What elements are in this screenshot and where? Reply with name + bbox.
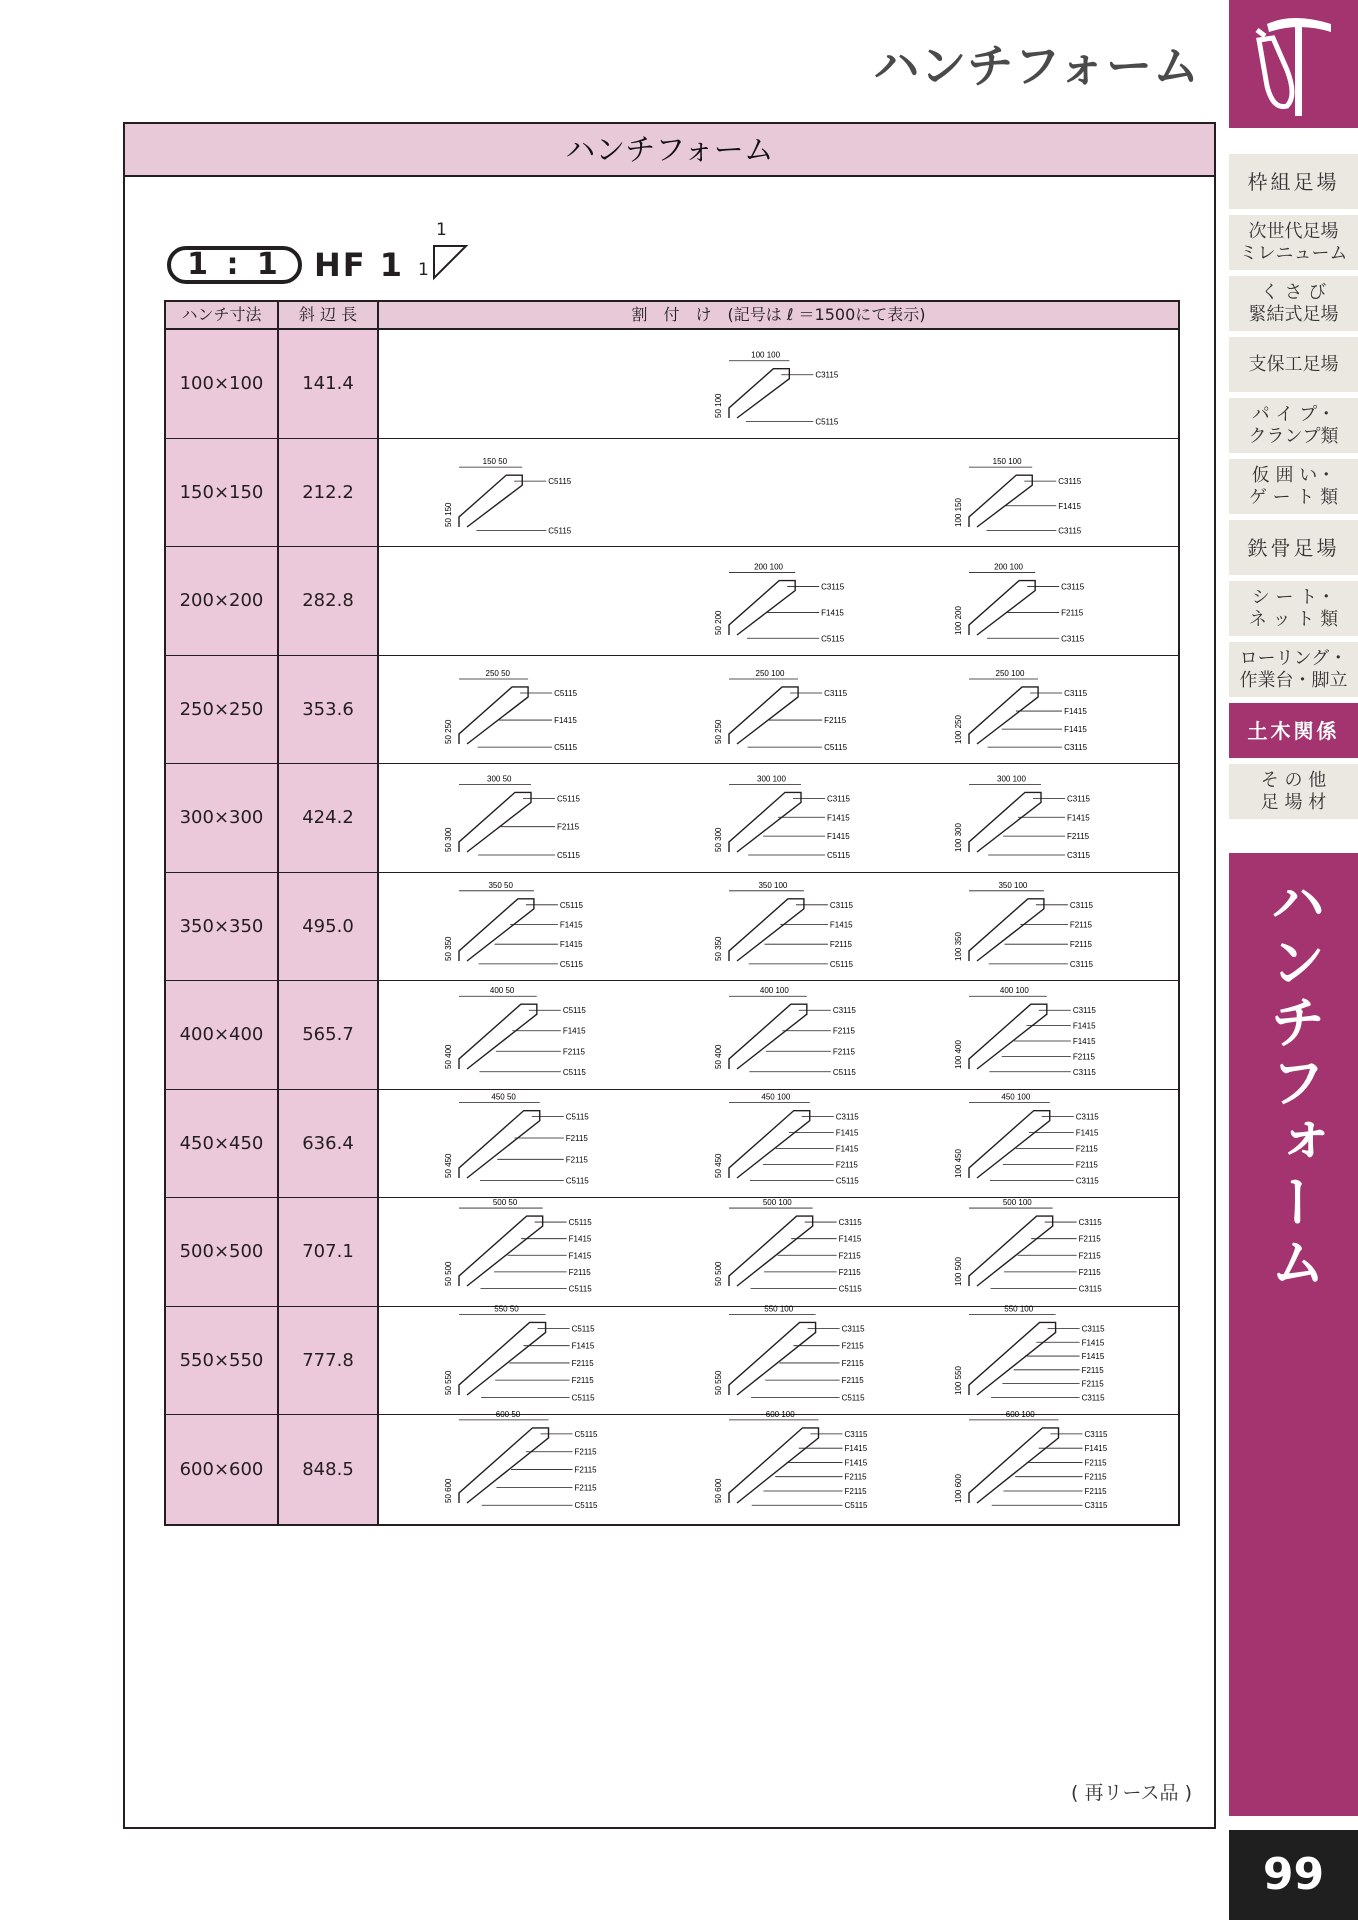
side-dimension-label: 50 250 bbox=[714, 719, 723, 744]
table-row bbox=[166, 1409, 1178, 1524]
slope-length-cell: 777.8 bbox=[279, 1307, 379, 1415]
part-code-label: F1415 bbox=[554, 715, 577, 725]
table-header bbox=[166, 302, 1178, 330]
top-dimension-label: 350 50 bbox=[488, 880, 513, 890]
part-code-label: F1415 bbox=[1058, 501, 1081, 511]
top-dimension-label: 200 100 bbox=[754, 562, 784, 572]
part-code-label: C5115 bbox=[832, 1067, 856, 1077]
table-row bbox=[166, 656, 1178, 765]
top-dimension-label: 450 100 bbox=[761, 1092, 791, 1102]
side-dimension-label: 100 250 bbox=[954, 714, 963, 744]
section-tab-label: ハンチフォーム bbox=[1261, 873, 1326, 1293]
layout-cell bbox=[379, 330, 1178, 438]
side-dimension-label: 100 200 bbox=[954, 606, 963, 635]
hunch-size-cell: 250×250 bbox=[166, 656, 279, 764]
table-row bbox=[166, 1303, 1178, 1416]
part-code-label: C3115 bbox=[835, 1112, 859, 1122]
sidebar-item-4[interactable]: パ イ プ・ クランプ類 bbox=[1229, 398, 1358, 453]
side-dimension-label: 50 350 bbox=[714, 936, 723, 961]
part-code-label: C5115 bbox=[574, 1501, 598, 1511]
layout-cell bbox=[379, 764, 1178, 872]
hunch-size-cell: 100×100 bbox=[166, 330, 279, 438]
hunch-size-cell: 550×550 bbox=[166, 1307, 279, 1415]
slope-length-cell: 636.4 bbox=[279, 1090, 379, 1198]
part-code-label: F1415 bbox=[1064, 724, 1087, 734]
part-code-label: C5115 bbox=[835, 1176, 859, 1186]
part-code-label: F1415 bbox=[571, 1341, 595, 1351]
footnote: ( 再リース品 ) bbox=[1071, 1782, 1192, 1804]
part-code-label: C3115 bbox=[1069, 900, 1093, 910]
table-body bbox=[166, 330, 1178, 1524]
part-code-label: F2115 bbox=[832, 1026, 855, 1036]
top-dimension-label: 350 100 bbox=[998, 880, 1028, 890]
sidebar-item-0[interactable]: 枠組足場 bbox=[1229, 154, 1358, 209]
layout-drawings bbox=[379, 1198, 1174, 1306]
side-dimension-label: 50 450 bbox=[444, 1153, 453, 1178]
sidebar-item-1[interactable]: 次世代足場 ミレニューム bbox=[1229, 215, 1358, 270]
side-dimension-label: 50 400 bbox=[444, 1044, 453, 1069]
part-code-label: F1415 bbox=[829, 920, 853, 930]
layout-diagram bbox=[444, 1092, 589, 1185]
side-dimension-label: 50 600 bbox=[444, 1478, 453, 1503]
sidebar-item-5[interactable]: 仮 囲 い・ ゲ ー ト 類 bbox=[1229, 459, 1358, 514]
part-code-label: F2115 bbox=[1069, 920, 1093, 930]
part-code-label: C5115 bbox=[824, 742, 848, 752]
side-dimension-label: 50 300 bbox=[444, 827, 453, 852]
layout-diagram bbox=[714, 774, 851, 860]
side-dimension-label: 50 550 bbox=[444, 1370, 453, 1395]
part-code-label: F1415 bbox=[835, 1144, 859, 1154]
layout-cell bbox=[379, 439, 1178, 547]
page-title: ハンチフォーム bbox=[873, 39, 1200, 93]
part-code-label: C3115 bbox=[1075, 1112, 1099, 1122]
part-code-label: C5115 bbox=[571, 1392, 595, 1402]
part-code-label: C3115 bbox=[1081, 1392, 1105, 1402]
part-code-label: F2115 bbox=[1081, 1365, 1104, 1375]
top-dimension-label: 550 100 bbox=[1004, 1303, 1034, 1313]
layout-drawings bbox=[379, 1090, 1174, 1198]
part-code-label: F2115 bbox=[1078, 1234, 1101, 1244]
layout-diagram bbox=[714, 1410, 868, 1510]
top-dimension-label: 300 50 bbox=[487, 774, 512, 784]
part-code-label: C5115 bbox=[827, 851, 850, 861]
part-code-label: F2115 bbox=[574, 1465, 597, 1475]
part-code-label: C3115 bbox=[832, 1006, 856, 1016]
part-code-label: C5115 bbox=[548, 476, 572, 486]
side-dimension-label: 50 450 bbox=[714, 1153, 723, 1178]
part-code-label: C5115 bbox=[548, 525, 572, 535]
slope-length-cell: 282.8 bbox=[279, 547, 379, 655]
part-code-label: C3115 bbox=[1058, 476, 1082, 486]
part-code-label: F2115 bbox=[565, 1154, 588, 1164]
table-row bbox=[166, 764, 1178, 873]
side-dimension-label: 50 400 bbox=[714, 1044, 723, 1069]
part-code-label: C3115 bbox=[815, 370, 839, 380]
side-dimension-label: 50 600 bbox=[714, 1478, 723, 1503]
layout-cell bbox=[379, 1090, 1178, 1198]
part-code-label: C5115 bbox=[815, 417, 839, 427]
table-row bbox=[166, 1198, 1178, 1307]
top-dimension-label: 450 100 bbox=[1001, 1092, 1031, 1102]
ratio-row bbox=[167, 220, 470, 288]
layout-drawings bbox=[379, 873, 1174, 981]
part-code-label: C3115 bbox=[1075, 1176, 1099, 1186]
layout-drawings bbox=[379, 764, 1174, 872]
hunch-size-cell: 450×450 bbox=[166, 1090, 279, 1198]
part-code-label: F2115 bbox=[824, 715, 847, 725]
part-code-label: F1415 bbox=[1072, 1036, 1096, 1046]
part-code-label: C5115 bbox=[574, 1429, 598, 1439]
part-code-label: C5115 bbox=[562, 1067, 586, 1077]
part-code-label: F1415 bbox=[1064, 706, 1087, 716]
top-dimension-label: 300 100 bbox=[997, 774, 1026, 784]
part-code-label: F2115 bbox=[835, 1160, 858, 1170]
part-code-label: C3115 bbox=[838, 1218, 862, 1228]
part-code-label: F2115 bbox=[562, 1047, 585, 1057]
top-dimension-label: 500 100 bbox=[762, 1198, 792, 1208]
part-code-label: F1415 bbox=[1081, 1351, 1105, 1361]
layout-diagram bbox=[954, 668, 1088, 751]
part-code-label: C3115 bbox=[1061, 582, 1085, 592]
part-code-label: F1415 bbox=[1084, 1444, 1108, 1454]
part-code-label: C5115 bbox=[557, 851, 580, 861]
part-code-label: F2115 bbox=[574, 1447, 597, 1457]
top-dimension-label: 400 50 bbox=[489, 986, 515, 996]
part-code-label: C3115 bbox=[1069, 959, 1093, 969]
part-code-label: C3115 bbox=[841, 1323, 865, 1333]
part-code-label: F2115 bbox=[1075, 1144, 1098, 1154]
part-code-label: F1415 bbox=[559, 939, 583, 949]
layout-diagram bbox=[714, 1092, 859, 1185]
part-code-label: C3115 bbox=[1064, 688, 1088, 698]
layout-diagram bbox=[714, 986, 856, 1077]
sidebar-item-7[interactable]: シ ー ト・ ネ ッ ト 類 bbox=[1229, 581, 1358, 636]
part-code-label: F1415 bbox=[1081, 1337, 1105, 1347]
ratio-badge: 1 : 1 bbox=[167, 246, 302, 284]
slope-left-label: 1 bbox=[418, 260, 429, 280]
layout-diagram bbox=[714, 880, 853, 968]
side-dimension-label: 100 300 bbox=[954, 823, 963, 852]
layout-diagram bbox=[444, 774, 581, 860]
side-dimension-label: 50 300 bbox=[714, 827, 723, 852]
side-dimension-label: 50 200 bbox=[714, 610, 723, 635]
table-row bbox=[166, 439, 1178, 548]
hunch-size-cell: 300×300 bbox=[166, 764, 279, 872]
layout-diagram bbox=[444, 880, 583, 968]
top-dimension-label: 550 50 bbox=[494, 1303, 519, 1313]
part-code-label: F2115 bbox=[571, 1358, 594, 1368]
part-code-label: F1415 bbox=[1067, 813, 1090, 823]
pickaxe-shovel-icon bbox=[1247, 10, 1339, 118]
part-code-label: C5115 bbox=[829, 959, 853, 969]
part-code-label: C5115 bbox=[841, 1392, 865, 1402]
part-code-label: C5115 bbox=[568, 1218, 592, 1228]
part-code-label: F1415 bbox=[568, 1234, 592, 1244]
top-dimension-label: 300 100 bbox=[757, 774, 786, 784]
layout-diagram bbox=[444, 668, 578, 751]
part-code-label: F2115 bbox=[1081, 1379, 1104, 1389]
layout-diagram bbox=[444, 1410, 598, 1510]
sidebar-item-6[interactable]: 鉄骨足場 bbox=[1229, 520, 1358, 575]
table-row bbox=[166, 873, 1178, 982]
part-code-label: F2115 bbox=[841, 1341, 864, 1351]
part-code-label: F2115 bbox=[838, 1267, 861, 1277]
part-code-label: F2115 bbox=[841, 1358, 864, 1368]
header-layout: 割 付 け (記号は ℓ ＝1500にて表示) bbox=[631, 305, 926, 324]
part-code-label: F2115 bbox=[829, 939, 853, 949]
layout-diagram bbox=[714, 668, 848, 751]
layout-diagram bbox=[444, 1198, 592, 1293]
layout-diagram bbox=[714, 1198, 862, 1293]
part-code-label: C3115 bbox=[1067, 851, 1090, 861]
slope-length-cell: 495.0 bbox=[279, 873, 379, 981]
side-dimension-label: 50 350 bbox=[444, 936, 453, 961]
part-code-label: F2115 bbox=[844, 1472, 867, 1482]
layout-drawings bbox=[379, 330, 1174, 438]
part-code-label: F2115 bbox=[565, 1133, 588, 1143]
part-code-label: C3115 bbox=[1061, 634, 1085, 644]
part-code-label: C5115 bbox=[554, 742, 578, 752]
side-dimension-label: 100 150 bbox=[954, 497, 963, 527]
side-dimension-label: 100 550 bbox=[954, 1365, 963, 1395]
model-code: HF 1 bbox=[314, 246, 405, 284]
header-size: ハンチ寸法 bbox=[166, 302, 279, 328]
layout-diagram bbox=[954, 986, 1096, 1077]
layout-drawings bbox=[379, 1409, 1174, 1523]
part-code-label: F1415 bbox=[838, 1234, 862, 1244]
part-code-label: F1415 bbox=[562, 1026, 586, 1036]
part-code-label: C5115 bbox=[821, 634, 845, 644]
layout-cell bbox=[379, 981, 1178, 1089]
layout-cell bbox=[379, 656, 1178, 764]
part-code-label: C3115 bbox=[1084, 1501, 1108, 1511]
layout-drawings bbox=[379, 981, 1174, 1089]
sidebar-item-8[interactable]: ローリング・ 作業台・脚立 bbox=[1229, 642, 1358, 697]
table-row bbox=[166, 330, 1178, 439]
layout-cell bbox=[379, 1198, 1178, 1306]
side-dimension-label: 50 150 bbox=[444, 502, 453, 527]
part-code-label: F2115 bbox=[1084, 1472, 1107, 1482]
part-code-label: F2115 bbox=[1078, 1251, 1101, 1261]
part-code-label: F1415 bbox=[821, 608, 844, 618]
layout-diagram bbox=[954, 880, 1093, 968]
layout-cell bbox=[379, 1409, 1178, 1524]
top-dimension-label: 500 50 bbox=[492, 1198, 518, 1208]
top-dimension-label: 100 100 bbox=[751, 350, 781, 360]
layout-drawings bbox=[379, 656, 1174, 764]
part-code-label: F1415 bbox=[827, 832, 850, 842]
layout-cell bbox=[379, 547, 1178, 655]
part-code-label: C3115 bbox=[1064, 742, 1088, 752]
part-code-label: C3115 bbox=[1078, 1284, 1102, 1294]
part-code-label: F2115 bbox=[1084, 1486, 1107, 1496]
part-code-label: F2115 bbox=[1061, 608, 1084, 618]
layout-diagram bbox=[954, 457, 1082, 535]
table-row bbox=[166, 1090, 1178, 1199]
slope-length-cell: 848.5 bbox=[279, 1415, 379, 1524]
part-code-label: F2115 bbox=[568, 1267, 591, 1277]
logo-box bbox=[1229, 0, 1358, 128]
part-code-label: F2115 bbox=[557, 822, 580, 832]
side-dimension-label: 100 350 bbox=[954, 931, 963, 961]
content-frame bbox=[123, 122, 1216, 1829]
hunch-size-cell: 200×200 bbox=[166, 547, 279, 655]
part-code-label: F1415 bbox=[559, 920, 583, 930]
layout-diagram bbox=[954, 774, 1091, 860]
top-dimension-label: 450 50 bbox=[491, 1092, 516, 1102]
part-code-label: F2115 bbox=[1072, 1052, 1095, 1062]
part-code-label: C3115 bbox=[821, 582, 845, 592]
hunch-table bbox=[164, 300, 1180, 1526]
category-nav bbox=[1229, 154, 1358, 825]
side-dimension-label: 100 600 bbox=[954, 1474, 963, 1503]
side-dimension-label: 100 450 bbox=[954, 1148, 963, 1178]
part-code-label: C5115 bbox=[838, 1284, 862, 1294]
part-code-label: C5115 bbox=[565, 1176, 589, 1186]
top-dimension-label: 200 100 bbox=[994, 562, 1024, 572]
layout-diagram bbox=[444, 1304, 595, 1402]
page-number: 99 bbox=[1229, 1830, 1358, 1920]
hunch-size-cell: 500×500 bbox=[166, 1198, 279, 1306]
layout-diagram bbox=[954, 1198, 1102, 1293]
part-code-label: C3115 bbox=[824, 688, 848, 698]
part-code-label: C5115 bbox=[554, 688, 578, 698]
hunch-size-cell: 400×400 bbox=[166, 981, 279, 1089]
part-code-label: C5115 bbox=[568, 1284, 592, 1294]
part-code-label: F2115 bbox=[1084, 1458, 1107, 1468]
slope-length-cell: 565.7 bbox=[279, 981, 379, 1089]
part-code-label: F1415 bbox=[835, 1128, 859, 1138]
slope-length-cell: 707.1 bbox=[279, 1198, 379, 1306]
part-code-label: F2115 bbox=[844, 1486, 867, 1496]
layout-diagram bbox=[714, 563, 845, 644]
layout-diagram bbox=[444, 457, 572, 535]
part-code-label: F2115 bbox=[1069, 939, 1093, 949]
part-code-label: F1415 bbox=[844, 1458, 868, 1468]
layout-drawings bbox=[379, 439, 1174, 547]
part-code-label: C5115 bbox=[559, 959, 583, 969]
sidebar-item-3[interactable]: 支保工足場 bbox=[1229, 337, 1358, 392]
layout-diagram bbox=[954, 1410, 1108, 1510]
slope-length-cell: 141.4 bbox=[279, 330, 379, 438]
part-code-label: F1415 bbox=[827, 813, 850, 823]
side-dimension-label: 50 250 bbox=[444, 719, 453, 744]
layout-diagram bbox=[444, 986, 586, 1077]
part-code-label: C3115 bbox=[1058, 525, 1082, 535]
top-dimension-label: 400 100 bbox=[759, 986, 789, 996]
part-code-label: F2115 bbox=[1075, 1160, 1098, 1170]
part-code-label: C5115 bbox=[565, 1112, 589, 1122]
part-code-label: C5115 bbox=[844, 1501, 868, 1511]
part-code-label: C3115 bbox=[829, 900, 853, 910]
part-code-label: F2115 bbox=[841, 1375, 864, 1385]
header-length: 斜 辺 長 bbox=[279, 302, 379, 328]
hunch-size-cell: 350×350 bbox=[166, 873, 279, 981]
top-dimension-label: 500 100 bbox=[1002, 1198, 1032, 1208]
layout-cell bbox=[379, 1303, 1178, 1415]
part-code-label: C3115 bbox=[827, 794, 850, 804]
part-code-label: F1415 bbox=[1072, 1021, 1096, 1031]
slope-length-cell: 212.2 bbox=[279, 439, 379, 547]
sidebar-item-9[interactable]: 土木関係 bbox=[1229, 703, 1358, 758]
side-dimension-label: 50 100 bbox=[714, 393, 723, 418]
part-code-label: F2115 bbox=[1067, 832, 1090, 842]
layout-diagram bbox=[714, 351, 839, 427]
top-dimension-label: 600 100 bbox=[765, 1409, 795, 1419]
part-code-label: C3115 bbox=[1072, 1006, 1096, 1016]
part-code-label: C3115 bbox=[844, 1429, 868, 1439]
part-code-label: C3115 bbox=[1067, 794, 1090, 804]
part-code-label: C5115 bbox=[571, 1323, 595, 1333]
top-dimension-label: 550 100 bbox=[764, 1303, 794, 1313]
table-row bbox=[166, 547, 1178, 656]
table-row bbox=[166, 981, 1178, 1090]
slope-length-cell: 353.6 bbox=[279, 656, 379, 764]
layout-diagram bbox=[954, 1304, 1105, 1402]
category-sidebar bbox=[1229, 0, 1358, 1920]
top-dimension-label: 600 100 bbox=[1005, 1409, 1035, 1419]
hunch-size-cell: 600×600 bbox=[166, 1415, 279, 1524]
sidebar-item-2[interactable]: く さ び 緊結式足場 bbox=[1229, 276, 1358, 331]
layout-diagram bbox=[714, 1304, 865, 1402]
hunch-size-cell: 150×150 bbox=[166, 439, 279, 547]
top-dimension-label: 250 50 bbox=[485, 668, 511, 678]
top-dimension-label: 150 50 bbox=[482, 456, 508, 466]
part-code-label: F1415 bbox=[568, 1251, 592, 1261]
slope-length-cell: 424.2 bbox=[279, 764, 379, 872]
part-code-label: F2115 bbox=[838, 1251, 861, 1261]
top-dimension-label: 350 100 bbox=[758, 880, 788, 890]
part-code-label: C5115 bbox=[559, 900, 583, 910]
part-code-label: C3115 bbox=[1081, 1323, 1105, 1333]
layout-diagram bbox=[954, 1092, 1099, 1185]
slope-top-label: 1 bbox=[436, 220, 447, 240]
side-dimension-label: 50 550 bbox=[714, 1370, 723, 1395]
sidebar-item-10[interactable]: そ の 他 足 場 材 bbox=[1229, 764, 1358, 819]
side-dimension-label: 100 400 bbox=[954, 1040, 963, 1069]
part-code-label: C5115 bbox=[562, 1006, 586, 1016]
side-dimension-label: 50 500 bbox=[444, 1261, 453, 1286]
part-code-label: C3115 bbox=[1072, 1067, 1096, 1077]
side-dimension-label: 100 500 bbox=[954, 1257, 963, 1286]
frame-header: ハンチフォーム bbox=[125, 124, 1214, 177]
layout-drawings bbox=[379, 547, 1174, 655]
part-code-label: F1415 bbox=[844, 1444, 868, 1454]
part-code-label: F2115 bbox=[832, 1047, 855, 1057]
slope-triangle-icon bbox=[418, 220, 470, 288]
part-code-label: F1415 bbox=[1075, 1128, 1099, 1138]
part-code-label: C3115 bbox=[1078, 1218, 1102, 1228]
part-code-label: C3115 bbox=[1084, 1429, 1108, 1439]
top-dimension-label: 600 50 bbox=[495, 1409, 521, 1419]
side-dimension-label: 50 500 bbox=[714, 1261, 723, 1286]
part-code-label: F2115 bbox=[571, 1375, 594, 1385]
part-code-label: F2115 bbox=[574, 1483, 597, 1493]
part-code-label: F2115 bbox=[1078, 1267, 1101, 1277]
top-dimension-label: 250 100 bbox=[995, 668, 1025, 678]
layout-cell bbox=[379, 873, 1178, 981]
top-dimension-label: 400 100 bbox=[999, 986, 1029, 996]
layout-drawings bbox=[379, 1303, 1174, 1415]
part-code-label: C5115 bbox=[557, 794, 580, 804]
section-tab bbox=[1229, 853, 1358, 1816]
top-dimension-label: 250 100 bbox=[755, 668, 785, 678]
layout-diagram bbox=[954, 563, 1085, 644]
top-dimension-label: 150 100 bbox=[992, 456, 1022, 466]
